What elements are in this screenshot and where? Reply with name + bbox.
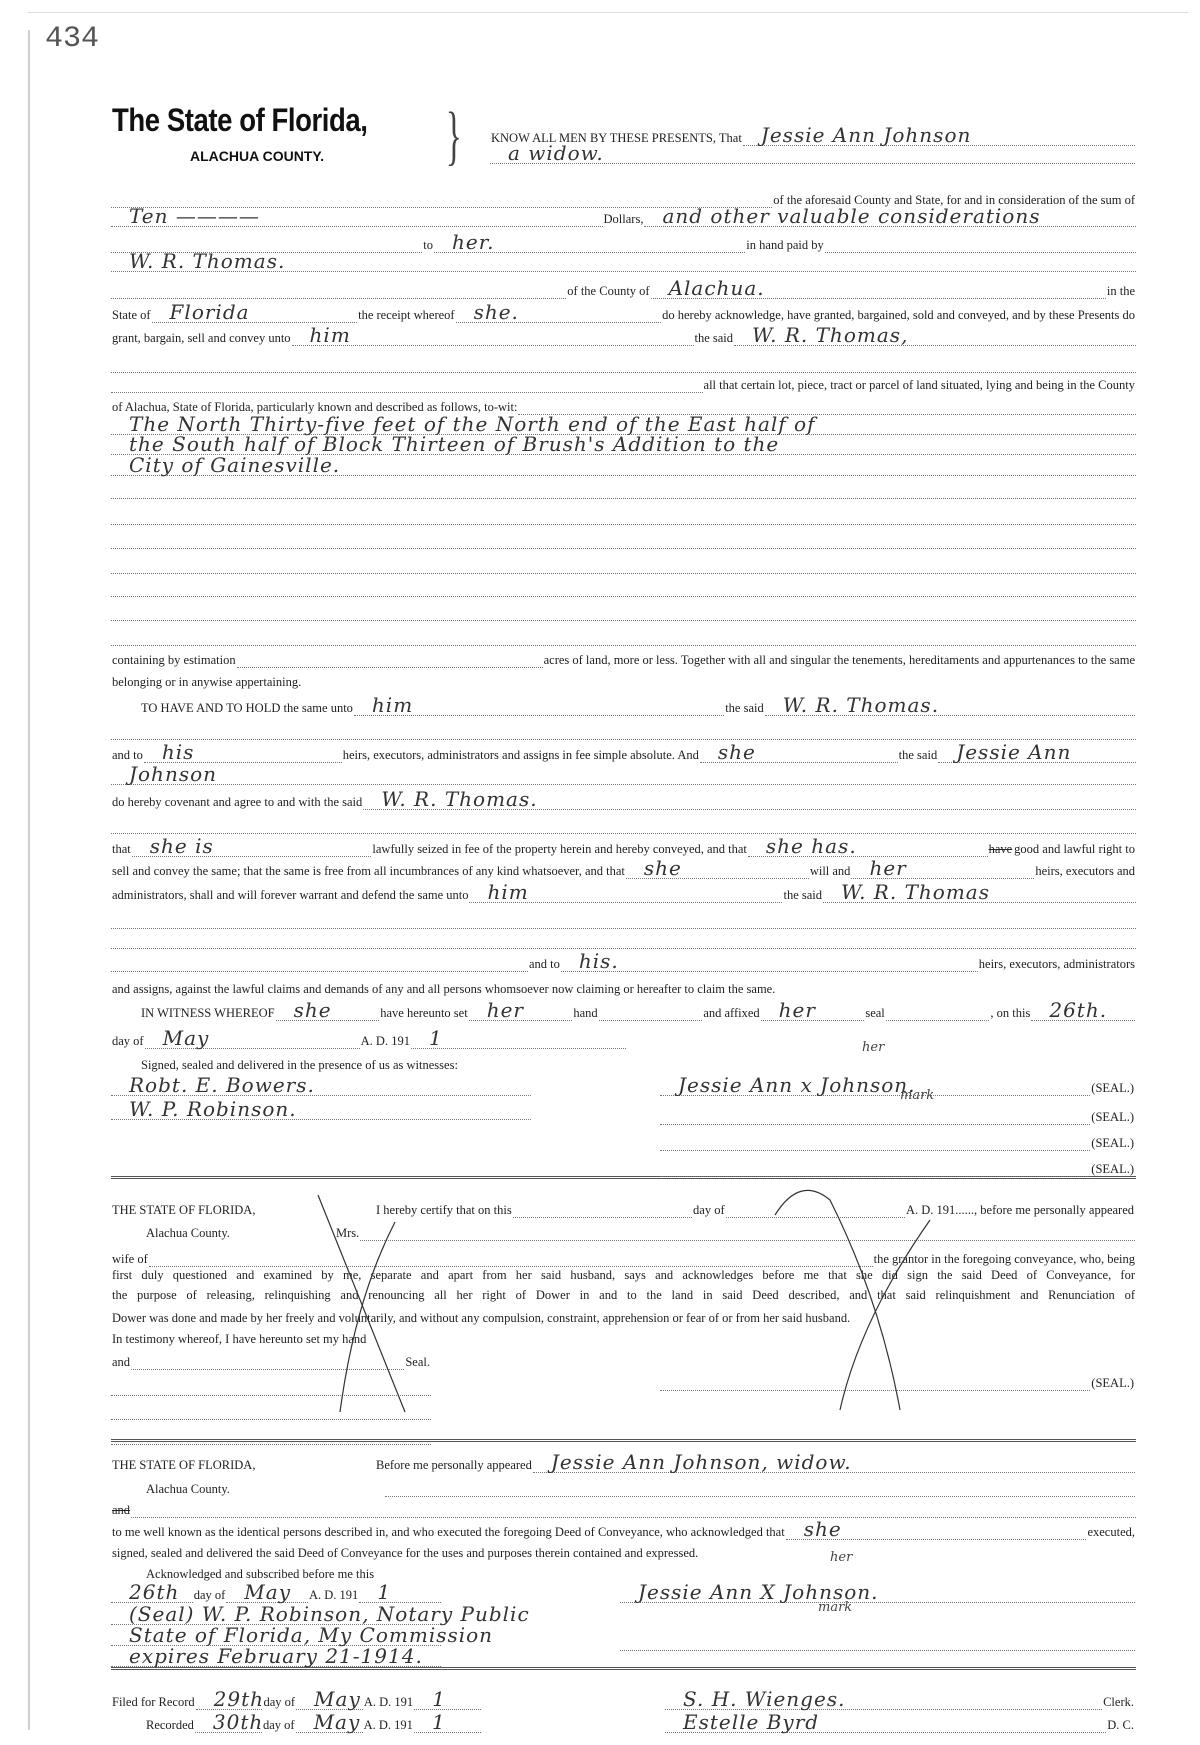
- printed-text: KNOW ALL MEN BY THESE PRESENTS, That: [491, 131, 742, 145]
- printed-text: I hereby certify that on this: [376, 1203, 512, 1217]
- form-line: [111, 323, 1136, 347]
- form-line: [111, 628, 1136, 646]
- page-edge-top: [28, 12, 1188, 13]
- printed-text: do hereby covenant and agree to and with the said: [112, 795, 363, 809]
- handwritten-entry: S. H. Wienges.: [683, 1687, 846, 1711]
- printed-text: heirs, executors, administrators and assigns in fee simple absolute. And: [342, 748, 699, 762]
- form-line: [111, 204, 1136, 228]
- printed-text: in hand paid by: [746, 238, 824, 252]
- printed-text: the said: [725, 701, 764, 715]
- handwritten-entry: Jessie Ann X Johnson.: [638, 1580, 879, 1604]
- form-line: [145, 1710, 481, 1734]
- form-line: [111, 1352, 431, 1370]
- filled-blank: [851, 856, 1034, 880]
- handwritten-entry: 26th: [129, 1580, 180, 1604]
- handwritten-entry: Robt. E. Bowers.: [129, 1073, 315, 1097]
- printed-text: (SEAL.): [1091, 1110, 1134, 1124]
- handwritten-entry: him: [487, 880, 529, 904]
- printed-text: will and: [809, 864, 851, 878]
- handwritten-entry: Estelle Byrd: [683, 1710, 820, 1734]
- filled-blank: [761, 998, 865, 1022]
- printed-text: heirs, executors and: [1035, 864, 1135, 878]
- form-line: [111, 531, 1136, 549]
- form-line: [111, 481, 1136, 499]
- handwritten-entry: his.: [578, 949, 619, 973]
- handwritten-entry: Florida: [169, 300, 250, 324]
- printed-text: day of: [263, 1695, 296, 1709]
- blank-line: [111, 284, 566, 299]
- form-line: [111, 816, 1136, 834]
- filled-blank: [354, 693, 724, 717]
- handwritten-entry: her: [778, 998, 816, 1022]
- form-line: [111, 1249, 1136, 1267]
- printed-text: (SEAL.): [1091, 1376, 1134, 1390]
- blank-line: [237, 653, 543, 668]
- form-line: [111, 1200, 311, 1218]
- blank-line: [111, 934, 1136, 949]
- printed-text: acres of land, more or less. Together with all and singular the tenements, hereditaments and appurtenances to the same: [543, 653, 1135, 667]
- handwritten-entry: his: [161, 740, 195, 764]
- form-line: [111, 672, 511, 690]
- form-line: [111, 1288, 1136, 1306]
- filled-blank: [111, 1580, 193, 1604]
- handwritten-entry: expires February 21-1914.: [129, 1644, 423, 1668]
- form-line: [140, 693, 1135, 717]
- blank-line: [660, 1162, 1090, 1177]
- printed-text: belonging or in anywise appertaining.: [112, 675, 302, 689]
- form-line: [665, 1687, 1135, 1711]
- filled-blank: [132, 834, 372, 858]
- blank-line: [111, 510, 1136, 525]
- printed-text: do hereby acknowledge, have granted, bargained, sold and conveyed, and by these Presents do: [662, 308, 1136, 322]
- printed-text: A. D. 191: [363, 1718, 413, 1732]
- handwritten-entry: Ten ————: [129, 204, 260, 228]
- printed-text: A. D. 191: [309, 1588, 359, 1602]
- form-line: [111, 603, 1136, 621]
- printed-text: Acknowledged and subscribed before me this: [146, 1567, 375, 1581]
- blank-line: [111, 819, 1136, 834]
- printed-text: and to: [112, 748, 143, 762]
- form-line: [145, 1479, 295, 1497]
- form-line: [660, 1073, 1135, 1097]
- form-line: [660, 1133, 1135, 1151]
- handwritten-entry: City of Gainesville.: [129, 453, 341, 477]
- printed-text: Recorded: [146, 1718, 194, 1732]
- form-line: [111, 579, 1136, 597]
- printed-text: sell and convey the same; that the same is free from all incumbrances of any kind whatsoever, and that: [112, 864, 625, 878]
- blank-line: [111, 914, 1136, 929]
- form-line: [111, 276, 1136, 300]
- handwritten-entry: W. R. Thomas.: [381, 787, 538, 811]
- filled-blank: [111, 1644, 441, 1668]
- printed-text: the grantor in the foregoing conveyance, who, being: [873, 1252, 1135, 1266]
- filled-blank: [626, 856, 809, 880]
- printed-text: (SEAL.): [1091, 1136, 1134, 1150]
- printed-text: of the aforesaid County and State, for and in consideration of the sum of: [773, 193, 1135, 207]
- handwritten-entry: him: [371, 693, 414, 717]
- printed-text: A. D. 191: [360, 1034, 410, 1048]
- filled-blank: [296, 1710, 363, 1734]
- filled-blank: [651, 276, 1106, 300]
- filled-blank: [743, 123, 1135, 147]
- handwritten-entry: she: [643, 856, 682, 880]
- handwritten-entry: May: [314, 1687, 361, 1711]
- handwritten-entry: May: [162, 1026, 210, 1050]
- handwritten-entry: a widow.: [508, 141, 604, 165]
- blank-line: [660, 1136, 1090, 1151]
- handwritten-entry: The North Thirty-five feet of the North end of the East half of: [129, 412, 816, 436]
- her-note: her: [830, 1550, 853, 1565]
- filled-blank: [414, 1710, 481, 1734]
- printed-text: the receipt whereof: [358, 308, 455, 322]
- printed-text: and assigns, against the lawful claims and demands of any and all persons whomsoever now claiming or hereafter to claim the same.: [112, 982, 776, 996]
- filled-blank: [700, 740, 898, 764]
- handwritten-entry: Jessie Ann: [956, 740, 1072, 764]
- printed-text: administrators, shall and will forever warrant and defend the same unto: [112, 888, 469, 902]
- form-line: [111, 1308, 1136, 1326]
- printed-text: signed, sealed and delivered the said Deed of Conveyance for the uses and purposes therein contained and expressed.: [112, 1546, 699, 1560]
- blank-line: [131, 1355, 404, 1370]
- handwritten-entry: 1: [432, 1687, 446, 1711]
- struck-printed-text: and: [112, 1503, 131, 1517]
- form-line: [375, 1450, 1135, 1474]
- printed-text: Before me personally appeared: [376, 1458, 532, 1472]
- handwritten-entry: W. R. Thomas.: [782, 693, 940, 717]
- printed-text: A. D. 191......, before me personally appeared: [905, 1203, 1135, 1217]
- printed-text: wife of: [112, 1252, 148, 1266]
- printed-text: in the: [1106, 284, 1136, 298]
- printed-text: the said: [898, 748, 938, 762]
- handwritten-entry: Jessie Ann x Johnson.: [678, 1073, 916, 1097]
- handwritten-entry: him: [309, 323, 351, 347]
- form-line: [111, 249, 1136, 273]
- printed-text: THE STATE OF FLORIDA,: [112, 1203, 256, 1217]
- form-line: [111, 1543, 1136, 1561]
- printed-text: good and lawful right to: [1014, 842, 1135, 856]
- handwritten-entry: May: [244, 1580, 291, 1604]
- filled-blank: [490, 141, 1135, 165]
- form-line: [620, 1580, 1135, 1604]
- form-line: [665, 1710, 1135, 1734]
- form-line: [111, 949, 1136, 973]
- form-line: [111, 1427, 431, 1445]
- form-line: [335, 1223, 1135, 1241]
- filled-blank: [620, 1580, 1135, 1604]
- form-line: [660, 1373, 1135, 1391]
- handwritten-entry: May: [313, 1710, 361, 1734]
- form-line: [385, 1479, 1135, 1497]
- printed-text: executed,: [1087, 1525, 1135, 1539]
- blank-line: [111, 1381, 431, 1396]
- form-line: [111, 556, 1136, 574]
- blank-line: [111, 631, 1136, 646]
- form-line: [111, 911, 1136, 929]
- printed-text: Alachua County.: [146, 1482, 230, 1496]
- filled-blank: [363, 787, 1136, 811]
- printed-text: IN WITNESS WHEREOF: [141, 1006, 275, 1020]
- filled-blank: [469, 998, 573, 1022]
- filled-blank: [660, 1073, 1090, 1097]
- printed-text: (SEAL.): [1091, 1081, 1134, 1095]
- form-line: [620, 1633, 1135, 1651]
- form-line: [490, 141, 1135, 165]
- filled-blank: [292, 323, 694, 347]
- handwritten-entry: she.: [473, 300, 519, 324]
- handwritten-entry: 1: [431, 1710, 446, 1734]
- printed-text: TO HAVE AND TO HOLD the same unto: [141, 701, 353, 715]
- handwritten-entry: she: [717, 740, 756, 764]
- printed-text: Dower was done and made by her freely and voluntarily, and without any compulsion, constraint, apprehension or fear of or from her said husband.: [112, 1311, 851, 1325]
- printed-text: THE STATE OF FLORIDA,: [112, 1458, 256, 1472]
- handwritten-entry: Jessie Ann Johnson: [760, 123, 972, 147]
- printed-text: have hereunto set: [380, 1006, 468, 1020]
- printed-text: and affixed: [703, 1006, 760, 1020]
- printed-text: day of: [262, 1718, 295, 1732]
- printed-text: Mrs.: [336, 1226, 360, 1240]
- blank-line: [131, 1503, 1136, 1518]
- form-line: [111, 762, 1136, 786]
- handwritten-entry: and other valuable considerations: [662, 204, 1041, 228]
- form-line: [111, 740, 1136, 764]
- blank-line: [620, 1636, 1135, 1651]
- printed-text: lawfully seized in fee of the property herein and hereby conveyed, and that: [372, 842, 747, 856]
- blank-line: [149, 1252, 873, 1267]
- filled-blank: [823, 880, 1136, 904]
- handwritten-entry: W. R. Thomas.: [129, 249, 286, 273]
- form-line: [111, 300, 1136, 324]
- filled-blank: [111, 1097, 531, 1121]
- blank-line: [886, 1006, 990, 1021]
- handwritten-entry: 29th: [213, 1687, 264, 1711]
- form-line: [111, 787, 1136, 811]
- filled-blank: [786, 1517, 1087, 1541]
- handwritten-entry: 30th: [212, 1710, 264, 1734]
- filled-blank: [665, 1687, 1102, 1711]
- printed-text: Dollars,: [603, 212, 644, 226]
- filled-blank: [144, 740, 342, 764]
- filled-blank: [561, 949, 978, 973]
- filled-blank: [196, 1687, 264, 1711]
- handwritten-entry: Johnson: [129, 762, 218, 786]
- form-line: [660, 1107, 1135, 1125]
- handwritten-entry: she is: [149, 834, 214, 858]
- printed-text: Alachua County.: [146, 1226, 230, 1240]
- handwritten-entry: Alachua.: [668, 276, 765, 300]
- form-line: [111, 931, 1136, 949]
- form-line: [140, 998, 1135, 1022]
- filled-blank: [111, 204, 603, 228]
- filled-blank: [414, 1687, 481, 1711]
- printed-text: State of: [112, 308, 151, 322]
- blank-line: [111, 957, 528, 972]
- filled-blank: [111, 762, 1136, 786]
- printed-text: of the County of: [567, 284, 650, 298]
- filled-blank: [111, 1073, 531, 1097]
- form-line: [111, 834, 1136, 858]
- blank-line: [111, 378, 703, 393]
- mark-note: mark: [900, 1088, 935, 1103]
- filled-blank: [145, 1026, 360, 1050]
- her-note: her: [862, 1040, 885, 1055]
- form-line: [111, 1329, 441, 1347]
- printed-text: the purpose of releasing, relinquishing and renouncing all her right of Dower in and to the land in said Deed described, and that said relinquishment and Renunciation of: [112, 1288, 1135, 1302]
- blank-line: [111, 1430, 431, 1445]
- mark-note: mark: [818, 1600, 853, 1615]
- blank-line: [111, 606, 1136, 621]
- printed-text: hand: [573, 1006, 598, 1020]
- form-line: [375, 1200, 1135, 1218]
- blank-line: [111, 725, 1136, 740]
- handwritten-entry: 1: [428, 1026, 443, 1050]
- form-line: [111, 1580, 441, 1604]
- form-line: [111, 1402, 431, 1420]
- printed-text: containing by estimation: [112, 653, 236, 667]
- handwritten-entry: her.: [452, 230, 495, 254]
- blank-line: [726, 1203, 905, 1218]
- printed-text: and to: [528, 957, 560, 971]
- form-line: [660, 1159, 1135, 1177]
- blank-line: [111, 484, 1136, 499]
- printed-text: Filed for Record: [112, 1695, 195, 1709]
- printed-text: grant, bargain, sell and convey unto: [112, 331, 291, 345]
- printed-text: A. D. 191: [363, 1695, 414, 1709]
- filled-blank: [644, 204, 1136, 228]
- blank-line: [660, 1376, 1090, 1391]
- printed-text: that: [112, 842, 131, 856]
- printed-text: heirs, executors, administrators: [978, 957, 1135, 971]
- handwritten-entry: she: [293, 998, 332, 1022]
- printed-text: (SEAL.): [1091, 1162, 1134, 1176]
- form-line: [111, 1268, 1136, 1286]
- blank-line: [360, 1226, 1135, 1241]
- handwritten-entry: her: [486, 998, 524, 1022]
- blank-line: [599, 1006, 703, 1021]
- handwritten-entry: (Seal) W. P. Robinson, Notary Public: [129, 1602, 530, 1626]
- printed-text: In testimony whereof, I have hereunto set my hand: [112, 1332, 367, 1346]
- blank-line: [825, 238, 1136, 253]
- form-line: [111, 856, 1136, 880]
- document-title: The State of Florida,: [112, 102, 368, 138]
- form-line: [111, 722, 1136, 740]
- blank-line: [111, 559, 1136, 574]
- blank-line: [111, 1405, 431, 1420]
- form-line: [111, 1378, 431, 1396]
- blank-line: [660, 1110, 1090, 1125]
- handwritten-entry: 1: [377, 1580, 392, 1604]
- handwritten-entry: W. R. Thomas: [841, 880, 990, 904]
- form-line: [111, 1500, 1136, 1518]
- filled-blank: [734, 323, 1136, 347]
- filled-blank: [665, 1710, 1106, 1734]
- handwritten-entry: Jessie Ann Johnson, widow.: [550, 1450, 852, 1474]
- printed-text: to: [423, 238, 434, 252]
- filled-blank: [748, 834, 988, 858]
- filled-blank: [469, 880, 782, 904]
- filled-blank: [296, 1687, 363, 1711]
- filled-blank: [111, 249, 1136, 273]
- printed-text: seal: [865, 1006, 885, 1020]
- handwritten-entry: the South half of Block Thirteen of Brush's Addition to the: [129, 432, 780, 456]
- printed-text: Seal.: [405, 1355, 430, 1369]
- filled-blank: [226, 1580, 308, 1604]
- handwritten-entry: State of Florida, My Commission: [129, 1623, 494, 1647]
- form-line: [111, 1687, 481, 1711]
- printed-text: all that certain lot, piece, tract or parcel of land situated, lying and being in the County: [703, 378, 1135, 392]
- handwritten-entry: she: [803, 1517, 842, 1541]
- filled-blank: [111, 453, 1136, 477]
- printed-text: of Alachua, State of Florida, particularly known and described as follows, to-wit:: [112, 400, 518, 414]
- form-line: [111, 650, 1136, 668]
- printed-text: the said: [783, 888, 823, 902]
- county-heading: ALACHUA COUNTY.: [190, 148, 325, 164]
- handwritten-entry: 26th.: [1049, 998, 1108, 1022]
- form-line: [111, 453, 1136, 477]
- struck-printed-text: have: [988, 842, 1013, 856]
- form-line: [111, 1097, 531, 1121]
- printed-text: , on this: [990, 1006, 1031, 1020]
- handwritten-entry: W. P. Robinson.: [129, 1097, 297, 1121]
- printed-text: Signed, sealed and delivered in the presence of us as witnesses:: [141, 1058, 458, 1072]
- printed-text: Clerk.: [1103, 1695, 1134, 1709]
- handwritten-entry: she has.: [765, 834, 857, 858]
- filled-blank: [195, 1710, 264, 1734]
- form-line: [111, 507, 1136, 525]
- filled-blank: [152, 300, 358, 324]
- filled-blank: [533, 1450, 1135, 1474]
- blank-line: [111, 534, 1136, 549]
- form-line: [111, 1517, 1136, 1541]
- printed-text: D. C.: [1107, 1718, 1134, 1732]
- form-line: [111, 1455, 311, 1473]
- form-line: [111, 1073, 531, 1097]
- blank-line: [111, 358, 1136, 373]
- filled-blank: [359, 1580, 441, 1604]
- filled-blank: [1031, 998, 1135, 1022]
- form-line: [145, 1223, 295, 1241]
- printed-text: day of: [193, 1588, 226, 1602]
- printed-text: to me well known as the identical persons described in, and who executed the foregoing Deed of Conveyance, who acknowledged that: [112, 1525, 785, 1539]
- form-line: [111, 375, 1136, 393]
- printed-text: day of: [693, 1203, 725, 1217]
- form-line: [111, 355, 1136, 373]
- handwritten-entry: W. R. Thomas,: [752, 323, 909, 347]
- filled-blank: [434, 230, 745, 254]
- filled-blank: [456, 300, 662, 324]
- form-line: [140, 1055, 640, 1073]
- form-line: [111, 979, 1136, 997]
- printed-text: the said: [694, 331, 734, 345]
- blank-line: [513, 1203, 692, 1218]
- blank-line: [111, 582, 1136, 597]
- filled-blank: [276, 998, 380, 1022]
- form-line: [111, 1644, 441, 1668]
- page-edge-left: [28, 30, 30, 1730]
- filled-blank: [411, 1026, 626, 1050]
- blank-line: [385, 1482, 1135, 1497]
- filled-blank: [938, 740, 1136, 764]
- printed-text: first duly questioned and examined by me, separate and apart from her said husband, says and acknowledges before me that she did sign the said Deed of Conveyance, for: [112, 1268, 1135, 1282]
- brace: }: [445, 99, 462, 172]
- handwritten-entry: her: [869, 856, 907, 880]
- form-line: [111, 1026, 626, 1050]
- printed-text: day of: [112, 1034, 144, 1048]
- printed-text: and: [112, 1355, 131, 1369]
- form-line: [111, 880, 1136, 904]
- filled-blank: [765, 693, 1135, 717]
- page-number: 434: [45, 22, 100, 56]
